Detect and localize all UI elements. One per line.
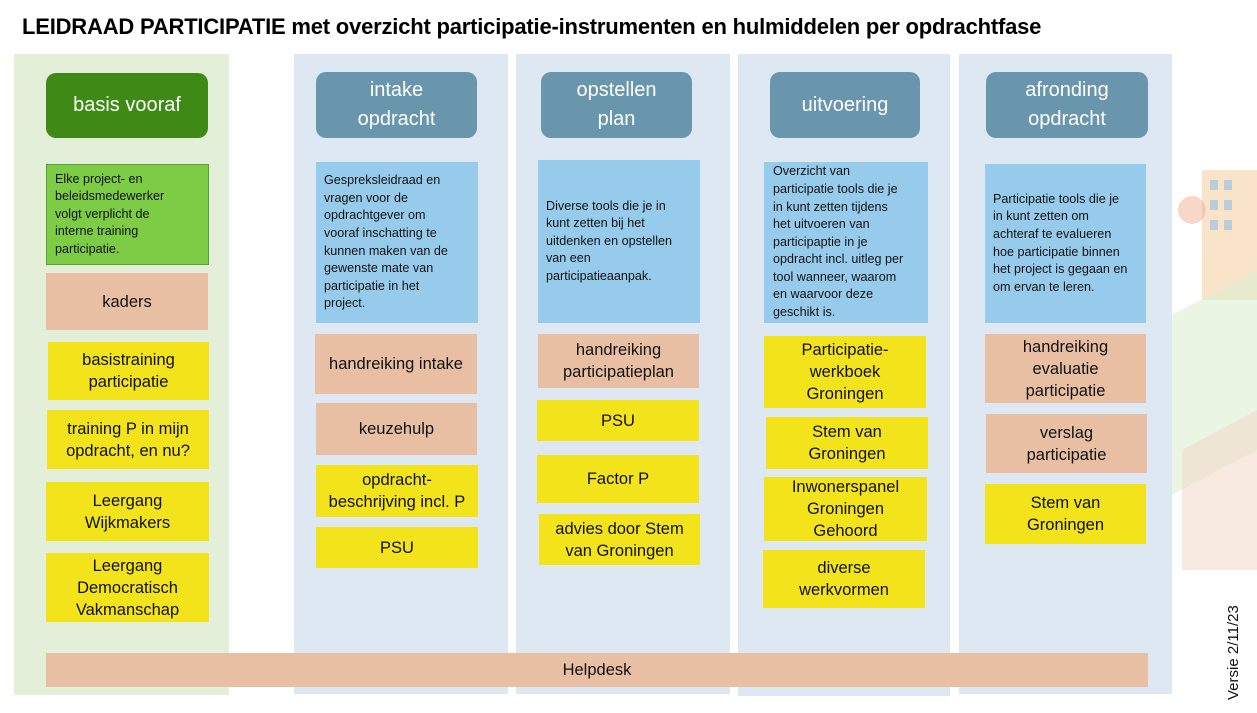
instrument-card: diverse werkvormen (763, 550, 925, 608)
phase-header: intake opdracht (316, 72, 477, 138)
version-label: Versie 2/11/23 (1225, 605, 1242, 700)
instrument-card: Leergang Democratisch Vakmanschap (46, 553, 209, 622)
instrument-card: handreiking evaluatie participatie (985, 334, 1146, 403)
phase-header: afronding opdracht (986, 72, 1148, 138)
phase-description: Gespreksleidraad en vragen voor de opdrachtgever om vooraf inschatting te kunnen maken van de gewenste mate van participatie in het project. (316, 162, 478, 323)
helpdesk-bar: Helpdesk (46, 653, 1148, 687)
instrument-card: PSU (316, 527, 478, 568)
instrument-card: Stem van Groningen (766, 417, 928, 469)
instrument-card: Participatie- werkboek Groningen (764, 336, 926, 408)
instrument-card: basistraining participatie (48, 342, 209, 400)
instrument-card: Leergang Wijkmakers (46, 482, 209, 541)
phase-description: Overzicht van participatie tools die je in kunt zetten tijdens het uitvoeren van participaptie in je opdracht incl. uitleg per tool wanneer, waarom en waarvoor deze geschikt is. (764, 162, 928, 323)
page-title: LEIDRAAD PARTICIPATIE met overzicht participatie-instrumenten en hulmiddelen per opdrachtfase (22, 14, 1042, 39)
instrument-card: verslag participatie (986, 414, 1147, 473)
city-illustration-image (1162, 150, 1257, 570)
phase-header: uitvoering (770, 72, 920, 138)
instrument-card: PSU (537, 400, 699, 441)
phase-description: Elke project- en beleidsmedewerker volgt verplicht de interne training participatie. (46, 164, 209, 265)
instrument-card: Stem van Groningen (985, 484, 1146, 544)
phase-description: Diverse tools die je in kunt zetten bij het uitdenken en opstellen van een participatieaanpak. (538, 160, 700, 323)
instrument-card: advies door Stem van Groningen (539, 514, 700, 565)
instrument-card: training P in mijn opdracht, en nu? (47, 410, 209, 469)
phase-header: opstellen plan (541, 72, 692, 138)
instrument-card: handreiking intake (315, 334, 477, 394)
instrument-card: opdracht- beschrijving incl. P (316, 465, 478, 517)
phase-description: Participatie tools die je in kunt zetten om achteraf te evalueren hoe participatie binnen het project is gegaan en om ervan te leren. (985, 164, 1146, 323)
instrument-card: Factor P (537, 455, 699, 503)
instrument-card: keuzehulp (316, 403, 477, 455)
instrument-card: kaders (46, 273, 208, 330)
instrument-card: Inwonerspanel Groningen Gehoord (764, 477, 927, 541)
instrument-card: handreiking participatieplan (538, 334, 699, 388)
phase-header: basis vooraf (46, 73, 208, 138)
